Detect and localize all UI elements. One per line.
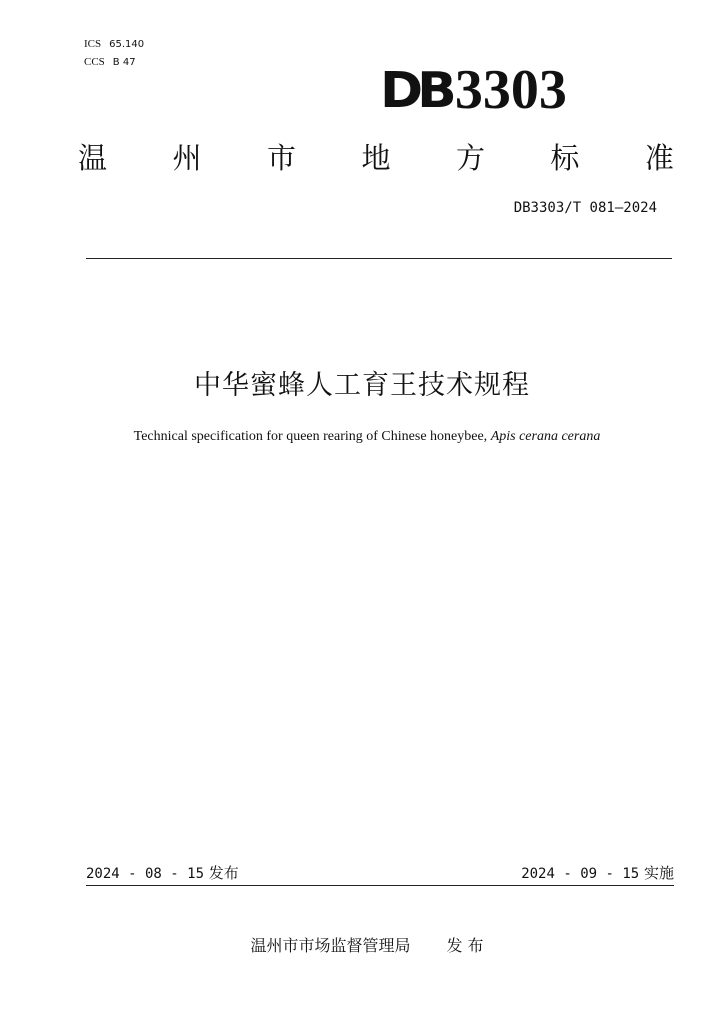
- standard-type-heading: [78, 138, 674, 178]
- publish-date-block: [86, 862, 239, 884]
- scientific-name: Apis cerana cerana: [490, 429, 601, 444]
- standard-type-char: 方: [455, 141, 485, 175]
- english-title-text: Technical specification for queen rearing of Chinese honeybee,: [133, 429, 491, 444]
- implement-date-block: [521, 862, 674, 884]
- publisher-action: 发 布: [446, 936, 484, 955]
- header-divider: [86, 258, 672, 259]
- publish-date: 2024 - 08 - 15: [86, 866, 205, 882]
- ccs-code: B 47: [112, 57, 136, 68]
- standard-type-char: 标: [550, 141, 580, 175]
- ics-label: ICS: [84, 38, 102, 50]
- document-title-english: [0, 427, 724, 447]
- implement-date: 2024 - 09 - 15: [521, 866, 640, 882]
- implement-label: 实施: [643, 864, 674, 882]
- ics-code: 65.140: [109, 39, 145, 50]
- publisher-line: [0, 934, 724, 958]
- ics-classification: [84, 37, 144, 52]
- standard-type-char: 市: [266, 141, 296, 175]
- db-code-logo: [380, 58, 630, 122]
- publisher-name: 温州市市场监督管理局: [250, 936, 411, 955]
- footer-divider: [86, 885, 674, 886]
- document-title-chinese: 中华蜜蜂人工育王技术规程: [194, 370, 530, 401]
- standard-type-char: 州: [172, 141, 202, 175]
- date-row: [86, 862, 674, 884]
- publish-label: 发布: [208, 864, 239, 882]
- standard-number: DB3303/T 081—2024: [513, 200, 657, 216]
- ccs-label: CCS: [84, 56, 105, 68]
- standard-type-char: 地: [361, 141, 391, 175]
- db-letters: DB: [380, 62, 451, 120]
- standard-type-char: 准: [644, 141, 674, 175]
- ccs-classification: [84, 55, 136, 70]
- db-region-number: 3303: [454, 59, 567, 121]
- standard-type-char: 温: [78, 141, 108, 175]
